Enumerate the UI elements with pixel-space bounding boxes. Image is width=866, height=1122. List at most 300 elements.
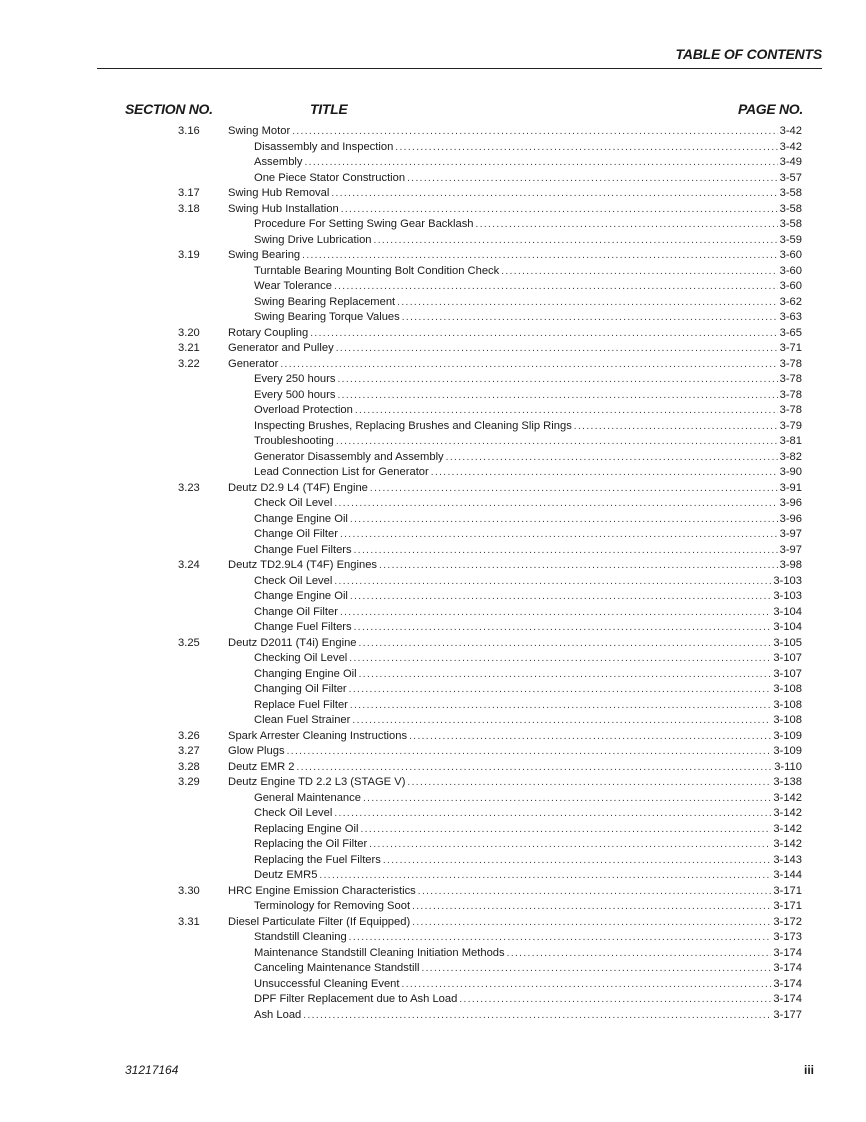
toc-page-number: 3-177 <box>773 1008 802 1021</box>
toc-entry[interactable] <box>0 667 866 683</box>
toc-title: Glow Plugs <box>228 744 287 760</box>
toc-entry[interactable] <box>0 961 866 977</box>
toc-entry-line <box>228 357 802 373</box>
toc-section-number: 3.30 <box>178 884 200 897</box>
toc-title: Deutz Engine TD 2.2 L3 (STAGE V) <box>228 775 407 791</box>
toc-title: Change Fuel Filters <box>254 543 354 559</box>
toc-dot-leader <box>431 465 778 481</box>
toc-page-number: 3-98 <box>779 559 802 571</box>
toc-entry[interactable] <box>0 744 866 760</box>
toc-entry-line <box>254 899 802 915</box>
toc-entry-line <box>254 682 802 698</box>
toc-dot-leader <box>302 248 777 264</box>
toc-dot-leader <box>350 512 778 528</box>
toc-page-number: 3-109 <box>773 729 802 742</box>
toc-entry[interactable] <box>0 496 866 512</box>
toc-entry-line <box>254 620 802 636</box>
toc-entry[interactable] <box>0 884 866 900</box>
toc-title: Check Oil Level <box>254 496 334 512</box>
toc-page-number: 3-104 <box>773 621 802 633</box>
toc-title: Generator and Pulley <box>228 341 336 357</box>
toc-entry-line <box>254 930 802 946</box>
toc-entry[interactable] <box>0 372 866 388</box>
toc-entry-line <box>228 558 802 574</box>
toc-dot-leader <box>336 341 778 357</box>
toc-entry-line <box>254 512 802 528</box>
page-header-title: TABLE OF CONTENTS <box>675 46 822 62</box>
toc-entry-line <box>254 140 802 156</box>
toc-title: Replacing the Fuel Filters <box>254 853 383 869</box>
toc-page-number: 3-174 <box>773 977 802 990</box>
toc-title: Check Oil Level <box>254 574 334 590</box>
toc-entry-line <box>228 202 802 218</box>
toc-title: Change Oil Filter <box>254 527 340 543</box>
toc-title: Swing Hub Installation <box>228 202 341 218</box>
toc-dot-leader <box>331 186 777 202</box>
toc-page-number: 3-82 <box>779 450 802 463</box>
toc-entry-line <box>254 853 802 869</box>
toc-page-number: 3-81 <box>779 435 802 447</box>
toc-entry[interactable] <box>0 248 866 264</box>
toc-dot-leader <box>349 682 772 698</box>
toc-dot-leader <box>337 372 777 388</box>
toc-title: Turntable Bearing Mounting Bolt Condition Check <box>254 264 501 280</box>
toc-page-number: 3-174 <box>773 993 802 1005</box>
toc-entry-line <box>254 465 802 481</box>
toc-title: Standstill Cleaning <box>254 930 349 946</box>
toc-entry-line <box>254 1008 802 1024</box>
toc-entry[interactable] <box>0 837 866 853</box>
toc-dot-leader <box>412 899 771 915</box>
toc-dot-leader <box>501 264 777 280</box>
toc-title: Swing Drive Lubrication <box>254 233 374 249</box>
toc-entry-line <box>254 698 802 714</box>
toc-dot-leader <box>354 620 772 636</box>
toc-page-number: 3-42 <box>779 125 802 137</box>
toc-page-number: 3-96 <box>779 512 802 525</box>
toc-entry-line <box>254 419 802 435</box>
toc-entry[interactable] <box>0 729 866 745</box>
column-header-title: TITLE <box>310 101 348 117</box>
toc-page-number: 3-57 <box>779 171 802 184</box>
toc-title: Check Oil Level <box>254 806 334 822</box>
toc-entry[interactable] <box>0 155 866 171</box>
toc-entry[interactable] <box>0 543 866 559</box>
toc-entry[interactable] <box>0 481 866 497</box>
toc-entry[interactable] <box>0 806 866 822</box>
toc-entry-line <box>228 729 802 745</box>
toc-dot-leader <box>350 698 771 714</box>
toc-dot-leader <box>360 822 771 838</box>
toc-title: Unsuccessful Cleaning Event <box>254 977 402 993</box>
toc-section-number: 3.31 <box>178 915 200 928</box>
toc-page-number: 3-173 <box>773 931 802 943</box>
toc-section-number: 3.18 <box>178 202 200 215</box>
toc-entry-line <box>228 636 802 652</box>
toc-dot-leader <box>292 124 777 140</box>
toc-entry[interactable] <box>0 946 866 962</box>
toc-entry-line <box>254 574 802 590</box>
toc-page-number: 3-97 <box>779 528 802 540</box>
toc-dot-leader <box>476 217 778 233</box>
toc-entry[interactable] <box>0 713 866 729</box>
toc-dot-leader <box>305 155 778 171</box>
toc-title: Maintenance Standstill Cleaning Initiation Methods <box>254 946 507 962</box>
toc-dot-leader <box>409 729 771 745</box>
toc-page-number: 3-49 <box>779 156 802 168</box>
toc-entry-line <box>254 155 802 171</box>
toc-page-number: 3-142 <box>773 838 802 850</box>
toc-title: Ash Load <box>254 1008 303 1024</box>
toc-page-number: 3-97 <box>779 543 802 556</box>
toc-entry-line <box>254 791 802 807</box>
toc-page-number: 3-60 <box>779 264 802 277</box>
toc-page-number: 3-78 <box>779 404 802 416</box>
toc-section-number: 3.29 <box>178 776 200 788</box>
toc-page-number: 3-174 <box>773 946 802 959</box>
toc-page-number: 3-60 <box>779 280 802 292</box>
toc-entry-line <box>228 326 802 342</box>
toc-entry-line <box>254 589 802 605</box>
toc-page-number: 3-171 <box>773 900 802 912</box>
toc-title: Diesel Particulate Filter (If Equipped) <box>228 915 412 931</box>
toc-dot-leader <box>412 915 771 931</box>
toc-dot-leader <box>340 605 771 621</box>
toc-list <box>0 124 866 1023</box>
toc-dot-leader <box>369 837 771 853</box>
toc-page-number: 3-78 <box>779 388 802 401</box>
toc-title: Swing Bearing Replacement <box>254 295 397 311</box>
toc-dot-leader <box>334 574 771 590</box>
footer-doc-number: 31217164 <box>125 1063 179 1077</box>
toc-page-number: 3-79 <box>779 419 802 432</box>
toc-entry-line <box>254 713 802 729</box>
toc-section-number: 3.26 <box>178 729 200 742</box>
toc-dot-leader <box>402 310 778 326</box>
toc-dot-leader <box>421 961 771 977</box>
toc-page-number: 3-58 <box>779 218 802 230</box>
toc-title: Every 250 hours <box>254 372 337 388</box>
toc-page-number: 3-174 <box>773 962 802 974</box>
toc-section-number: 3.16 <box>178 125 200 137</box>
toc-entry[interactable] <box>0 853 866 869</box>
toc-entry[interactable] <box>0 698 866 714</box>
toc-dot-leader <box>303 1008 771 1024</box>
toc-entry-line <box>254 651 802 667</box>
toc-dot-leader <box>350 589 771 605</box>
toc-page-number: 3-108 <box>773 714 802 726</box>
toc-page-number: 3-78 <box>779 357 802 370</box>
toc-entry-line <box>254 295 802 311</box>
toc-dot-leader <box>407 775 771 791</box>
toc-entry[interactable] <box>0 326 866 342</box>
toc-entry-line <box>254 264 802 280</box>
toc-entry-line <box>228 915 802 931</box>
toc-title: Replacing the Oil Filter <box>254 837 369 853</box>
toc-title: Swing Bearing <box>228 248 302 264</box>
toc-entry[interactable] <box>0 310 866 326</box>
toc-section-number: 3.21 <box>178 342 200 354</box>
toc-dot-leader <box>418 884 772 900</box>
toc-page-number: 3-108 <box>773 698 802 711</box>
toc-section-number: 3.20 <box>178 326 200 339</box>
toc-page-number: 3-143 <box>773 853 802 866</box>
toc-title: Change Engine Oil <box>254 589 350 605</box>
toc-title: Swing Hub Removal <box>228 186 331 202</box>
toc-dot-leader <box>310 326 777 342</box>
toc-title: Change Oil Filter <box>254 605 340 621</box>
toc-dot-leader <box>352 713 771 729</box>
toc-dot-leader <box>397 295 777 311</box>
toc-entry[interactable] <box>0 868 866 884</box>
toc-entry[interactable] <box>0 357 866 373</box>
toc-entry[interactable] <box>0 620 866 636</box>
toc-entry-line <box>254 992 802 1008</box>
toc-page-number: 3-59 <box>779 233 802 246</box>
toc-title: Terminology for Removing Soot <box>254 899 412 915</box>
toc-section-number: 3.22 <box>178 357 200 370</box>
toc-page-number: 3-144 <box>773 869 802 881</box>
toc-title: Lead Connection List for Generator <box>254 465 431 481</box>
toc-entry[interactable] <box>0 450 866 466</box>
toc-entry-line <box>254 822 802 838</box>
toc-entry[interactable] <box>0 202 866 218</box>
toc-entry-line <box>228 341 802 357</box>
column-header-page: PAGE NO. <box>737 101 803 117</box>
toc-title: Deutz EMR5 <box>254 868 319 884</box>
toc-entry[interactable] <box>0 760 866 776</box>
toc-dot-leader <box>287 744 772 760</box>
toc-title: Deutz EMR 2 <box>228 760 297 776</box>
toc-entry-line <box>228 884 802 900</box>
toc-entry[interactable] <box>0 341 866 357</box>
toc-dot-leader <box>574 419 778 435</box>
toc-entry-line <box>254 310 802 326</box>
toc-entry-line <box>254 961 802 977</box>
toc-page-number: 3-90 <box>779 466 802 478</box>
toc-dot-leader <box>319 868 771 884</box>
toc-entry-line <box>254 403 802 419</box>
toc-entry-line <box>228 760 802 776</box>
toc-entry-line <box>228 248 802 264</box>
toc-entry[interactable] <box>0 1008 866 1024</box>
toc-entry[interactable] <box>0 403 866 419</box>
toc-entry-line <box>254 946 802 962</box>
toc-entry[interactable] <box>0 186 866 202</box>
toc-entry[interactable] <box>0 124 866 140</box>
toc-page-number: 3-42 <box>779 140 802 153</box>
toc-dot-leader <box>340 527 778 543</box>
toc-page-number: 3-107 <box>773 667 802 680</box>
toc-dot-leader <box>334 806 771 822</box>
toc-entry[interactable] <box>0 434 866 450</box>
toc-title: Changing Engine Oil <box>254 667 359 683</box>
toc-page-number: 3-171 <box>773 884 802 897</box>
toc-entry-line <box>254 527 802 543</box>
toc-title: Assembly <box>254 155 305 171</box>
toc-page-number: 3-110 <box>774 760 802 773</box>
toc-page-number: 3-103 <box>773 574 802 587</box>
toc-title: Every 500 hours <box>254 388 337 404</box>
toc-entry-line <box>254 837 802 853</box>
toc-title: General Maintenance <box>254 791 363 807</box>
toc-title: HRC Engine Emission Characteristics <box>228 884 418 900</box>
toc-page-number: 3-109 <box>773 745 802 757</box>
toc-dot-leader <box>407 171 777 187</box>
toc-entry[interactable] <box>0 636 866 652</box>
toc-entry-line <box>254 977 802 993</box>
toc-entry[interactable] <box>0 589 866 605</box>
toc-entry-line <box>254 217 802 233</box>
toc-page-number: 3-172 <box>773 915 802 928</box>
toc-title: Troubleshooting <box>254 434 336 450</box>
toc-entry-line <box>254 496 802 512</box>
toc-entry[interactable] <box>0 992 866 1008</box>
toc-dot-leader <box>363 791 771 807</box>
toc-dot-leader <box>355 403 778 419</box>
toc-dot-leader <box>337 388 777 404</box>
toc-entry-line <box>254 434 802 450</box>
toc-entry-line <box>254 171 802 187</box>
toc-entry-line <box>228 481 802 497</box>
toc-title: Spark Arrester Cleaning Instructions <box>228 729 409 745</box>
toc-entry[interactable] <box>0 527 866 543</box>
toc-page-number: 3-63 <box>779 311 802 323</box>
toc-entry[interactable] <box>0 279 866 295</box>
toc-dot-leader <box>379 558 778 574</box>
toc-title: DPF Filter Replacement due to Ash Load <box>254 992 459 1008</box>
toc-entry[interactable] <box>0 465 866 481</box>
toc-title: Generator Disassembly and Assembly <box>254 450 446 466</box>
toc-page-number: 3-62 <box>779 295 802 308</box>
toc-title: Clean Fuel Strainer <box>254 713 352 729</box>
toc-dot-leader <box>383 853 772 869</box>
toc-entry-line <box>228 186 802 202</box>
toc-title: Inspecting Brushes, Replacing Brushes and Cleaning Slip Rings <box>254 419 574 435</box>
toc-section-number: 3.23 <box>178 481 200 494</box>
toc-entry[interactable] <box>0 295 866 311</box>
toc-entry[interactable] <box>0 574 866 590</box>
toc-title: Procedure For Setting Swing Gear Backlash <box>254 217 476 233</box>
toc-title: Replacing Engine Oil <box>254 822 360 838</box>
toc-dot-leader <box>349 930 772 946</box>
toc-entry[interactable] <box>0 217 866 233</box>
toc-entry[interactable] <box>0 233 866 249</box>
toc-title: Change Engine Oil <box>254 512 350 528</box>
toc-page-number: 3-60 <box>779 249 802 261</box>
toc-entry[interactable] <box>0 822 866 838</box>
toc-title: Deutz D2.9 L4 (T4F) Engine <box>228 481 370 497</box>
toc-page-number: 3-71 <box>779 342 802 354</box>
toc-entry[interactable] <box>0 140 866 156</box>
toc-entry[interactable] <box>0 930 866 946</box>
toc-entry[interactable] <box>0 791 866 807</box>
toc-entry[interactable] <box>0 171 866 187</box>
toc-entry-line <box>228 124 802 140</box>
toc-entry[interactable] <box>0 264 866 280</box>
toc-title: Swing Bearing Torque Values <box>254 310 402 326</box>
toc-dot-leader <box>341 202 778 218</box>
toc-section-number: 3.28 <box>178 760 200 773</box>
toc-dot-leader <box>395 140 777 156</box>
toc-page-number: 3-138 <box>773 776 802 788</box>
toc-title: Generator <box>228 357 280 373</box>
toc-dot-leader <box>507 946 772 962</box>
toc-title: Deutz TD2.9L4 (T4F) Engines <box>228 558 379 574</box>
toc-entry-line <box>254 233 802 249</box>
toc-title: One Piece Stator Construction <box>254 171 407 187</box>
toc-dot-leader <box>370 481 778 497</box>
toc-entry[interactable] <box>0 682 866 698</box>
toc-dot-leader <box>334 279 778 295</box>
toc-title: Disassembly and Inspection <box>254 140 395 156</box>
toc-title: Canceling Maintenance Standstill <box>254 961 421 977</box>
toc-page-number: 3-142 <box>773 822 802 835</box>
toc-entry-line <box>254 450 802 466</box>
toc-section-number: 3.24 <box>178 559 200 571</box>
toc-entry-line <box>254 667 802 683</box>
toc-entry[interactable] <box>0 915 866 931</box>
toc-entry-line <box>254 388 802 404</box>
toc-dot-leader <box>359 636 772 652</box>
toc-entry-line <box>228 744 802 760</box>
toc-entry[interactable] <box>0 419 866 435</box>
toc-entry[interactable] <box>0 512 866 528</box>
column-header-section: SECTION NO. <box>125 101 213 117</box>
toc-entry-line <box>254 868 802 884</box>
toc-page-number: 3-58 <box>779 202 802 215</box>
toc-page-number: 3-142 <box>773 807 802 819</box>
toc-page-number: 3-96 <box>779 497 802 509</box>
toc-title: Checking Oil Level <box>254 651 349 667</box>
toc-entry[interactable] <box>0 388 866 404</box>
toc-entry[interactable] <box>0 775 866 791</box>
toc-entry[interactable] <box>0 605 866 621</box>
toc-page-number: 3-105 <box>773 636 802 649</box>
toc-title: Overload Protection <box>254 403 355 419</box>
toc-page-number: 3-58 <box>779 187 802 199</box>
toc-entry-line <box>254 372 802 388</box>
toc-entry-line <box>254 279 802 295</box>
toc-title: Wear Tolerance <box>254 279 334 295</box>
toc-page-number: 3-91 <box>779 481 802 494</box>
toc-page-number: 3-65 <box>779 326 802 339</box>
toc-entry-line <box>254 605 802 621</box>
toc-page-number: 3-104 <box>773 605 802 618</box>
toc-dot-leader <box>374 233 778 249</box>
toc-page-number: 3-142 <box>773 791 802 804</box>
toc-dot-leader <box>446 450 778 466</box>
toc-page-number: 3-107 <box>773 652 802 664</box>
toc-entry[interactable] <box>0 899 866 915</box>
toc-dot-leader <box>334 496 777 512</box>
toc-title: Changing Oil Filter <box>254 682 349 698</box>
toc-dot-leader <box>359 667 772 683</box>
toc-entry[interactable] <box>0 651 866 667</box>
toc-section-number: 3.19 <box>178 249 200 261</box>
toc-entry-line <box>254 543 802 559</box>
toc-dot-leader <box>336 434 778 450</box>
toc-dot-leader <box>297 760 773 776</box>
toc-entry[interactable] <box>0 558 866 574</box>
toc-dot-leader <box>280 357 777 373</box>
toc-section-number: 3.17 <box>178 187 200 199</box>
toc-dot-leader <box>459 992 771 1008</box>
toc-entry-line <box>254 806 802 822</box>
toc-title: Replace Fuel Filter <box>254 698 350 714</box>
toc-entry[interactable] <box>0 977 866 993</box>
toc-section-number: 3.27 <box>178 745 200 757</box>
